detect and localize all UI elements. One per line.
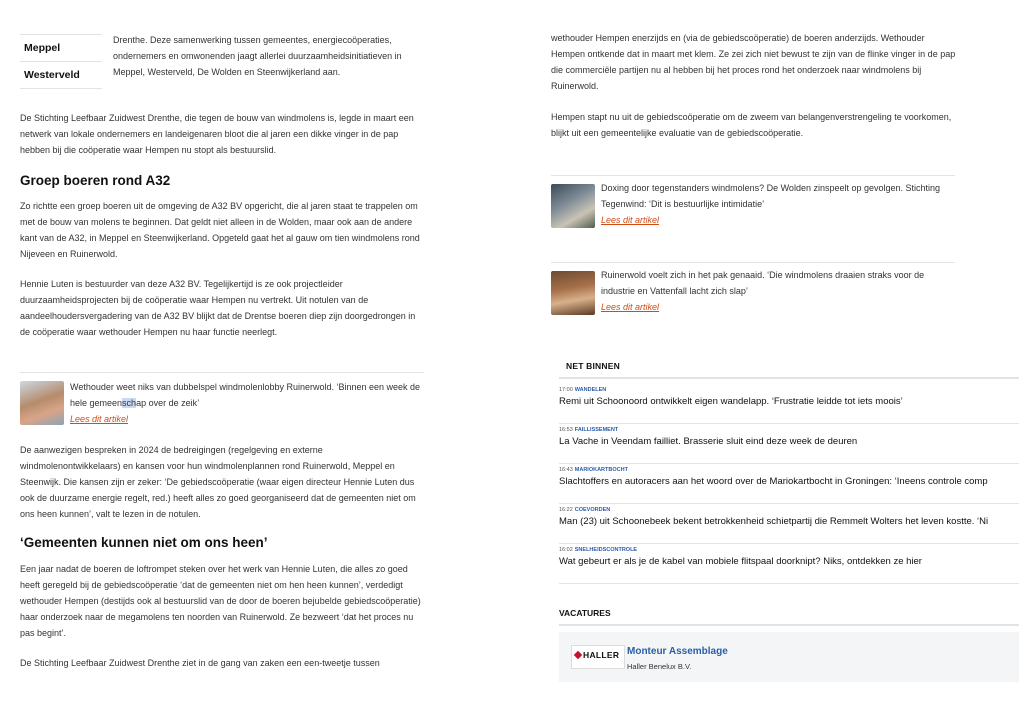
related-article-2[interactable] [551,175,955,232]
related-article-text[interactable]: Wethouder weet niks van dubbelspel windmolenlobby Ruinerwold. ‘Binnen een week de hele gemeenschap over de zeik’ Lees dit artikel [70,379,425,427]
news-headline[interactable]: Wat gebeurt er als je de kabel van mobiele flitspaal doorknipt? Niks, ontdekken ze hier [559,556,922,567]
read-article-link[interactable]: Lees dit artikel [70,414,129,424]
news-item[interactable] [559,543,1019,584]
vacatures-divider [559,624,1019,626]
paragraph-1: De Stichting Leefbaar Zuidwest Drenthe, die tegen de bouw van windmolens is, legde in maart een netwerk van lokale ondernemers en landeigenaren bloot die al jaren een dikke vinger in de pap hebben bij die coöperatie waar Hempen nu stopt als bestuurslid. [20,113,414,155]
place-table [20,34,102,89]
paragraph-4: De aanwezigen bespreken in 2024 de bedreigingen (regelgeving en externe windmolenontwikkelaars) en kansen voor hun windmolenplannen rond Ruinerwold, Meppel en Steenwijk. Die kansen zijn er zeker: ‘De gebiedscoöperatie (waar eigen directeur Hennie Luten dus ook de duurzame energie regelt, red.) heeft alles zo goed georganiseerd dat de gemeenten niet om ons heen kunnen’, valt te lezen in de notulen. [20,445,416,519]
related-thumbnail [20,381,64,425]
vacancy-card[interactable] [559,632,1019,682]
news-category: WANDELEN [574,387,607,393]
related-article-3[interactable] [551,262,955,319]
right-paragraph-2: Hempen stapt nu uit de gebiedscoöperatie om de zweem van belangenverstrengeling te voorkomen, blijkt uit een gemeentelijke evaluatie van de gebiedscoöperatie. [551,112,952,138]
paragraph-2: Zo richtte een groep boeren uit de omgeving de A32 BV opgericht, die al jaren staat te trappelen om met de bouw van molens te beginnen. Dat geldt niet alleen in de Wolden, maar ook aan de andere kant van de A32, in Meppel en Steenwijkerland. Opgeteld gaat het al gauw om tien windmolens rond Nijeveen en Ruinerwold. [20,201,420,259]
news-item[interactable] [559,503,1019,544]
related-thumbnail [551,271,595,315]
related-article-text[interactable]: Ruinerwold voelt zich in het pak genaaid. ‘Die windmolens draaien straks voor de industrie en Vattenfall lacht zich slap’ Lees dit artikel [601,267,956,315]
paragraph-6: De Stichting Leefbaar Zuidwest Drenthe ziet in de gang van zaken een een-tweetje tussen [20,658,380,668]
place-meppel[interactable]: Meppel [20,34,102,61]
news-category: COEVORDEN [574,507,611,513]
news-headline[interactable]: Remi uit Schoonoord ontwikkelt eigen wandelapp. ‘Frustratie leidde tot iets moois’ [559,396,903,407]
vacancy-company: Haller Benelux B.V. [627,662,692,671]
intro-paragraph: Drenthe. Deze samenwerking tussen gemeentes, energiecoöperaties, ondernemers en omwonenden jaagt allerlei duurzaamheidsinitiatieven in Meppel, Westerveld, De Wolden en Steenwijkerland aan. [113,35,402,77]
paragraph-3: Hennie Luten is bestuurder van deze A32 BV. Tegelijkertijd is ze ook projectleider duurzaamheidsprojecten bij de coöperatie waar Hempen nu vertrekt. Uit notulen van de aandeelhoudersvergadering van de A32 BV blijkt dat de Drentse boeren diep zijn doorgedrongen in de coöperatie waar wethouder Hempen nu haar functie neerlegt. [20,279,416,337]
news-item[interactable] [559,423,1019,464]
heading-groep-boeren: Groep boeren rond A32 [20,173,171,188]
related-article-1[interactable] [20,372,424,427]
news-category: FAILLISSEMENT [574,427,619,433]
related-article-text[interactable]: Doxing door tegenstanders windmolens? De Wolden zinspeelt op gevolgen. Stichting Tegenwind: ‘Dit is bestuurlijke intimidatie’ Lees dit artikel [601,180,956,228]
news-time: 16:02 [559,547,573,553]
right-paragraph-1: wethouder Hempen enerzijds en (via de gebiedscoöperatie) de boeren anderzijds. Wethouder Hempen ontkende dat in maart met klem. Ze zei zich niet bewust te zijn van de flinke vinger in de pap die commerciële partijen nu al hebben bij het proces rond het onderzoek naar windmolens bij Ruinerwold. [551,33,956,91]
news-time: 17:00 [559,387,573,393]
news-time: 16:22 [559,507,573,513]
haller-logo: HALLER [571,645,625,669]
related-thumbnail [551,184,595,228]
news-time: 16:53 [559,427,573,433]
haller-logo-icon [574,651,582,659]
net-binnen-divider [559,377,1019,379]
vacatures-title: VACATURES [559,608,611,618]
net-binnen-title: NET BINNEN [566,361,620,371]
read-article-link[interactable]: Lees dit artikel [601,215,660,225]
place-westerveld[interactable]: Westerveld [20,61,102,89]
heading-gemeenten: ‘Gemeenten kunnen niet om ons heen’ [20,535,268,550]
news-category: MARIOKARTBOCHT [574,467,628,473]
vacancy-title[interactable]: Monteur Assemblage [627,646,728,657]
news-headline[interactable]: Slachtoffers en autoracers aan het woord over de Mariokartbocht in Groningen: ‘Ineens controle comp [559,476,988,487]
news-headline[interactable]: Man (23) uit Schoonebeek bekent betrokkenheid schietpartij die Remmelt Wolters het leven kostte. ‘Ni [559,516,989,527]
paragraph-5: Een jaar nadat de boeren de loftrompet steken over het werk van Hennie Luten, die alles zo goed heeft geregeld bij de gebiedscoöperatie ‘dat de gemeenten niet om hen heen kunnen’, verdedigt wethouder Hempen (destijds ook al bestuurslid van de door de boeren bejubelde gebiedscoöperatie) haar onderzoek naar de megamolens ten noorden van Ruinerwold. Ze bezweert ‘dat het proces nu pas begint’. [20,564,421,638]
news-item[interactable] [559,383,1019,424]
news-category: SNELHEIDSCONTROLE [574,547,638,553]
news-item[interactable] [559,463,1019,504]
news-headline[interactable]: La Vache in Veendam failliet. Brasserie sluit eind deze week de deuren [559,436,858,447]
news-time: 16:43 [559,467,573,473]
read-article-link[interactable]: Lees dit artikel [601,302,660,312]
